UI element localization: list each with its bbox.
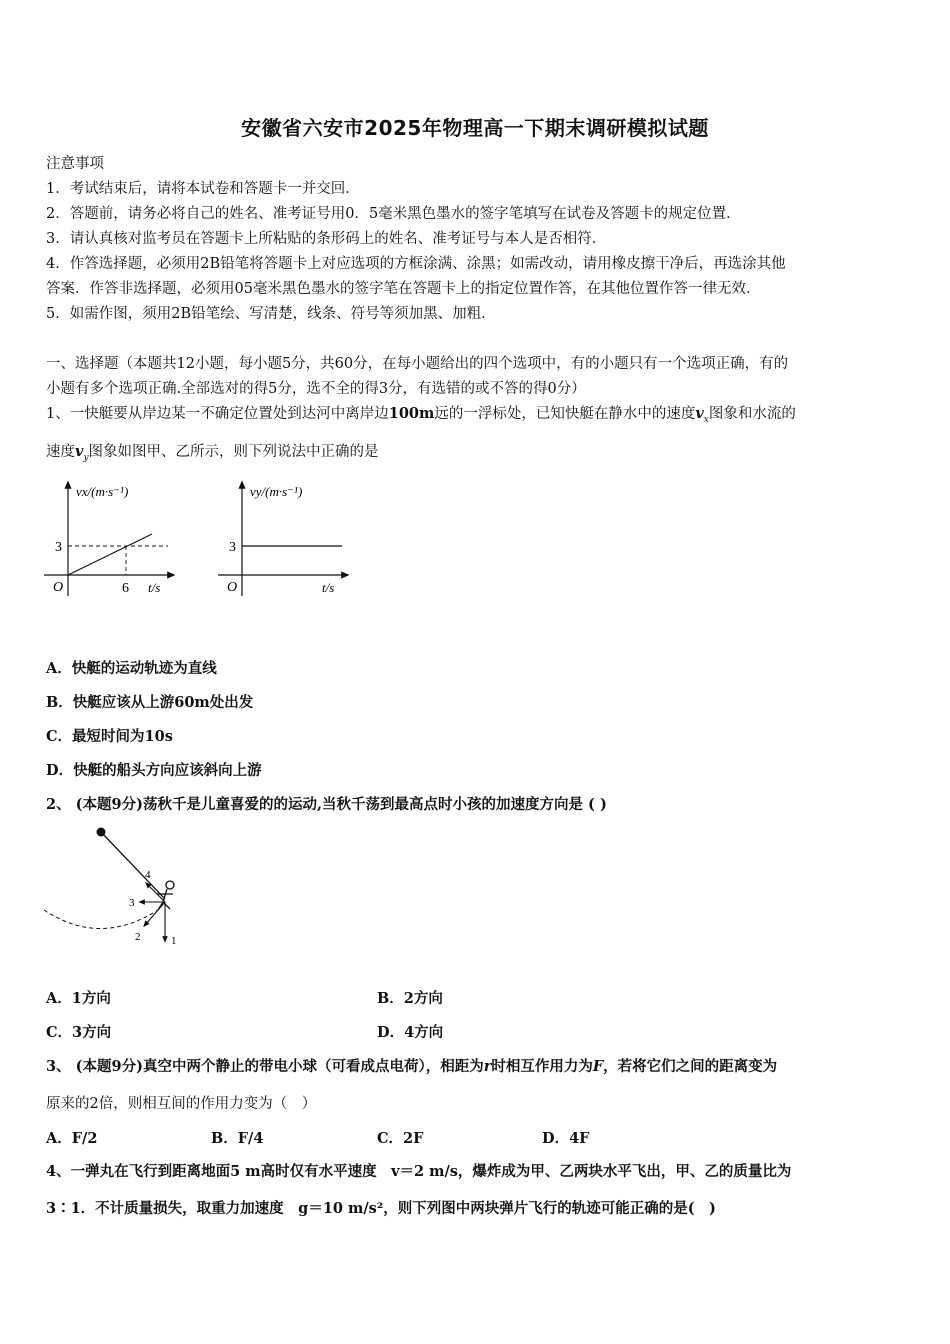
q1-var-v: v	[695, 405, 704, 422]
q4-stem-line1: 4、一弹丸在飞行到距离地面5 m高时仅有水平速度 v＝2 m/s，爆炸成为甲、乙两块水平飞出，甲、乙的质量比为	[46, 1163, 792, 1180]
q1-text-f: 图象如图甲、乙所示，则下列说法中正确的是	[88, 444, 379, 460]
graph1-ylabel: vx/(m·s⁻¹)	[76, 484, 129, 499]
child-head	[166, 881, 174, 889]
graph1-y-tick: 3	[55, 540, 62, 555]
q1-text-c: 远的一浮标处，已知快艇在静水中的速度	[434, 406, 696, 422]
arrow-2	[145, 902, 165, 925]
label-3: 3	[129, 897, 135, 909]
q2-option-d: D．4方向	[377, 1024, 444, 1041]
q3-stem-line2: 原来的2倍，则相互间的作用力变为（ ）	[46, 1096, 317, 1112]
q1-graph-vx	[40, 476, 175, 606]
q1-stem-line1	[46, 402, 910, 425]
notice-item-5: 5．如需作图，须用2B铅笔绘、写清楚，线条、符号等须加黑、加粗．	[46, 306, 496, 322]
q3-stem-line1	[46, 1055, 910, 1076]
label-1: 1	[171, 935, 177, 947]
graph2-xlabel: t/s	[322, 580, 335, 595]
swing-rope	[101, 832, 165, 899]
graph2-origin: O	[227, 580, 238, 595]
section-instructions-2: 小题有多个选项正确.全部选对的得5分，选不全的得3分，有选错的或不答的得0分）	[46, 381, 586, 397]
q1-option-b: B．快艇应该从上游60m处出发	[46, 694, 254, 711]
q1-var-v2: v	[75, 443, 84, 460]
q3-text-c: ，若将它们之间的距离变为	[603, 1058, 778, 1075]
q1-stem-line2	[46, 440, 910, 463]
q1-option-d: D．快艇的船头方向应该斜向上游	[46, 762, 262, 779]
q2-stem: 2、 (本题9分)荡秋千是儿童喜爱的的运动,当秋千荡到最高点时小孩的加速度方向是 ( )	[46, 796, 607, 813]
q1-distance: 100m	[388, 405, 435, 422]
q2-option-a: A．1方向	[46, 990, 111, 1007]
q1-text-d: 图象和水流的	[708, 406, 796, 422]
arrow-4	[147, 884, 165, 902]
q1-option-c: C．最短时间为10s	[46, 728, 173, 745]
q1-sub-y: y	[83, 452, 89, 463]
page-title: 安徽省六安市2025年物理高一下期末调研模拟试题	[241, 116, 709, 140]
q3-text-a: 3、 (本题9分)真空中两个静止的带电小球（可看成点电荷），相距为	[46, 1058, 484, 1075]
q1-sub-x: x	[703, 414, 709, 425]
label-2: 2	[135, 931, 141, 943]
graph1-origin: O	[53, 580, 64, 595]
graph2-y-tick: 3	[229, 540, 236, 555]
q3-text-b: 时相互作用力为	[491, 1058, 593, 1075]
graph1-xlabel: t/s	[148, 580, 161, 595]
swing-arc	[44, 910, 158, 929]
graph1-data-line	[68, 534, 152, 575]
q3-option-b: B．F/4	[211, 1130, 264, 1147]
q3-option-c: C．2F	[377, 1130, 424, 1147]
notice-item-2: 2．答题前，请务必将自己的姓名、准考证号用0．5毫米黑色墨水的签字笔填写在试卷及答题卡的规定位置．	[46, 206, 741, 222]
q1-text-a: 1、一快艇要从岸边某一不确定位置处到达河中离岸边	[46, 406, 389, 422]
notice-item-4: 4．作答选择题，必须用2B铅笔将答题卡上对应选项的方框涂满、涂黑；如需改动，请用橡皮擦干净后，再选涂其他	[46, 256, 786, 272]
label-4: 4	[145, 869, 151, 881]
q1-option-a: A．快艇的运动轨迹为直线	[46, 660, 217, 677]
q3-option-a: A．F/2	[46, 1130, 98, 1147]
q4-stem-line2: 3∶1．不计质量损失，取重力加速度 g＝10 m/s²，则下列图中两块弹片飞行的轨迹可能正确的是( )	[46, 1200, 716, 1217]
q3-var-f: F	[592, 1058, 604, 1075]
q1-graph-vy	[214, 476, 349, 606]
graph1-x-tick: 6	[122, 581, 129, 596]
q1-text-e: 速度	[46, 444, 75, 460]
q2-option-c: C．3方向	[46, 1024, 112, 1041]
notice-item-1: 1．考试结束后，请将本试卷和答题卡一并交回．	[46, 181, 360, 197]
graph2-ylabel: vy/(m·s⁻¹)	[250, 484, 303, 499]
section-instructions-1: 一、选择题（本题共12小题，每小题5分，共60分，在每小题给出的四个选项中，有的小题只有一个选项正确，有的	[46, 356, 789, 372]
notice-heading: 注意事项	[46, 156, 104, 172]
q3-option-d: D．4F	[542, 1130, 590, 1147]
q2-option-b: B．2方向	[377, 990, 443, 1007]
q2-swing-figure	[40, 822, 200, 952]
q3-var-r: r	[483, 1058, 492, 1075]
notice-item-3: 3．请认真核对监考员在答题卡上所粘贴的条形码上的姓名、准考证号与本人是否相符．	[46, 231, 607, 247]
notice-item-4-cont: 答案．作答非选择题，必须用05毫米黑色墨水的签字笔在答题卡上的指定位置作答，在其他位置作答一律无效．	[46, 281, 761, 297]
